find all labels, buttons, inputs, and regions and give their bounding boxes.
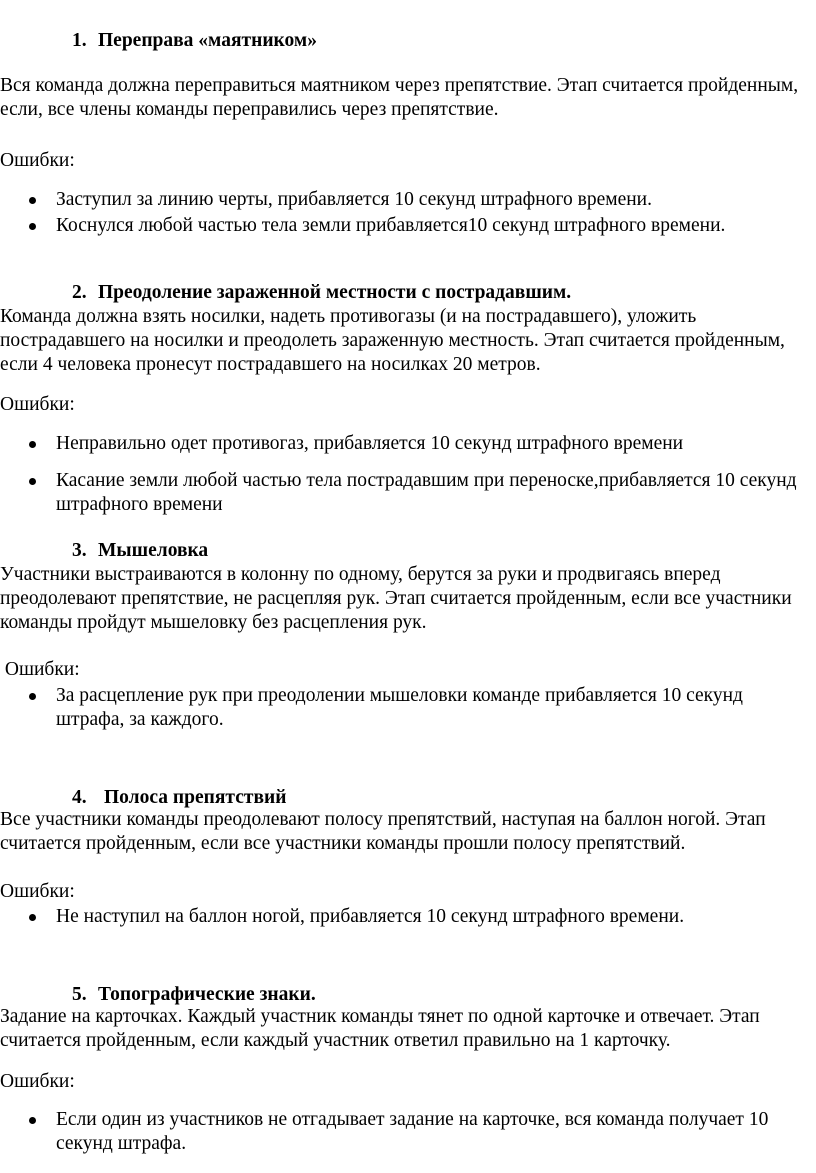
section-3-heading (0, 539, 812, 563)
section-2-errors-label-block (0, 393, 812, 417)
section-5-description-block (0, 1005, 812, 1053)
section-1-title: Переправа «маятником» (98, 30, 317, 51)
section-2-title: Преодоление зараженной местности с пострадавшим. (98, 282, 572, 303)
section-5-heading (0, 983, 812, 1007)
section-1-number: 1. (72, 30, 87, 51)
section-1-errors-label: Ошибки: (0, 150, 75, 171)
section-2-errors (0, 432, 812, 516)
section-3-description-block (0, 563, 812, 634)
section-3-title: Мышеловка (98, 540, 209, 561)
section-2-description: Команда должна взять носилки, надеть противогазы (и на пострадавшего), уложить пострадавшего на носилки и преодолеть зараженную местность. Этап считается пройденным, если 4 человека пронесут пострадавшего на носилках 20 метров. (0, 306, 785, 375)
section-3-description: Участники выстраиваются в колонну по одному, берутся за руки и продвигаясь вперед преодолевают препятствие, не расцепляя рук. Этап считается пройденным, если все участники команды пройдут мышеловку без расцепления рук. (0, 564, 792, 633)
section-3-number: 3. (72, 540, 87, 561)
section-1-description: Вся команда должна переправиться маятником через препятствие. Этап считается пройденным, если, все члены команды переправились через препятствие. (0, 75, 799, 120)
section-5-description: Задание на карточках. Каждый участник команды тянет по одной карточке и отвечает. Этап считается пройденным, если каждый участник ответил правильно на 1 карточку. (0, 1006, 760, 1051)
section-4-heading (0, 786, 812, 810)
section-3-errors-label: Ошибки: (0, 659, 80, 680)
section-1-heading (0, 29, 812, 53)
section-1-errors-label-block (0, 149, 812, 173)
section-5-error-item: Если один из участников не отгадывает задание на карточке, вся команда получает 10 секунд штрафа. (0, 1108, 812, 1156)
section-4-number: 4. (72, 787, 87, 808)
section-4-title: Полоса препятствий (104, 787, 287, 808)
section-1-errors (0, 188, 812, 238)
section-4-errors-label: Ошибки: (0, 881, 75, 902)
section-2-heading (0, 281, 812, 305)
section-4-error-item: Не наступил на баллон ногой, прибавляется 10 секунд штрафного времени. (0, 905, 812, 929)
section-4-errors-label-block (0, 880, 812, 904)
section-5-number: 5. (72, 984, 87, 1005)
section-4-description-block (0, 808, 812, 856)
section-3-errors (0, 684, 812, 732)
section-1-error-item: Заступил за линию черты, прибавляется 10 секунд штрафного времени. (0, 188, 812, 212)
section-5-title: Топографические знаки. (98, 984, 316, 1005)
section-2-error-item: Касание земли любой частью тела пострадавшим при переноске,прибавляется 10 секунд штрафного времени (0, 469, 812, 517)
section-5-errors-label-block (0, 1070, 812, 1094)
section-4-description: Все участники команды преодолевают полосу препятствий, наступая на баллон ногой. Этап считается пройденным, если все участники команды прошли полосу препятствий. (0, 809, 766, 854)
section-3-errors-label-block (0, 658, 812, 682)
section-2-errors-label: Ошибки: (0, 394, 75, 415)
section-2-error-item: Неправильно одет противогаз, прибавляется 10 секунд штрафного времени (0, 432, 812, 456)
section-3-error-item: За расцепление рук при преодолении мышеловки команде прибавляется 10 секунд штрафа, за каждого. (0, 684, 812, 732)
section-5-errors (0, 1108, 812, 1156)
section-4-errors (0, 905, 812, 929)
section-2-number: 2. (72, 282, 87, 303)
section-2-description-block (0, 305, 812, 376)
section-1-description-block (0, 74, 812, 122)
section-1-error-item: Коснулся любой частью тела земли прибавляется10 секунд штрафного времени. (0, 214, 812, 238)
section-5-errors-label: Ошибки: (0, 1071, 75, 1092)
